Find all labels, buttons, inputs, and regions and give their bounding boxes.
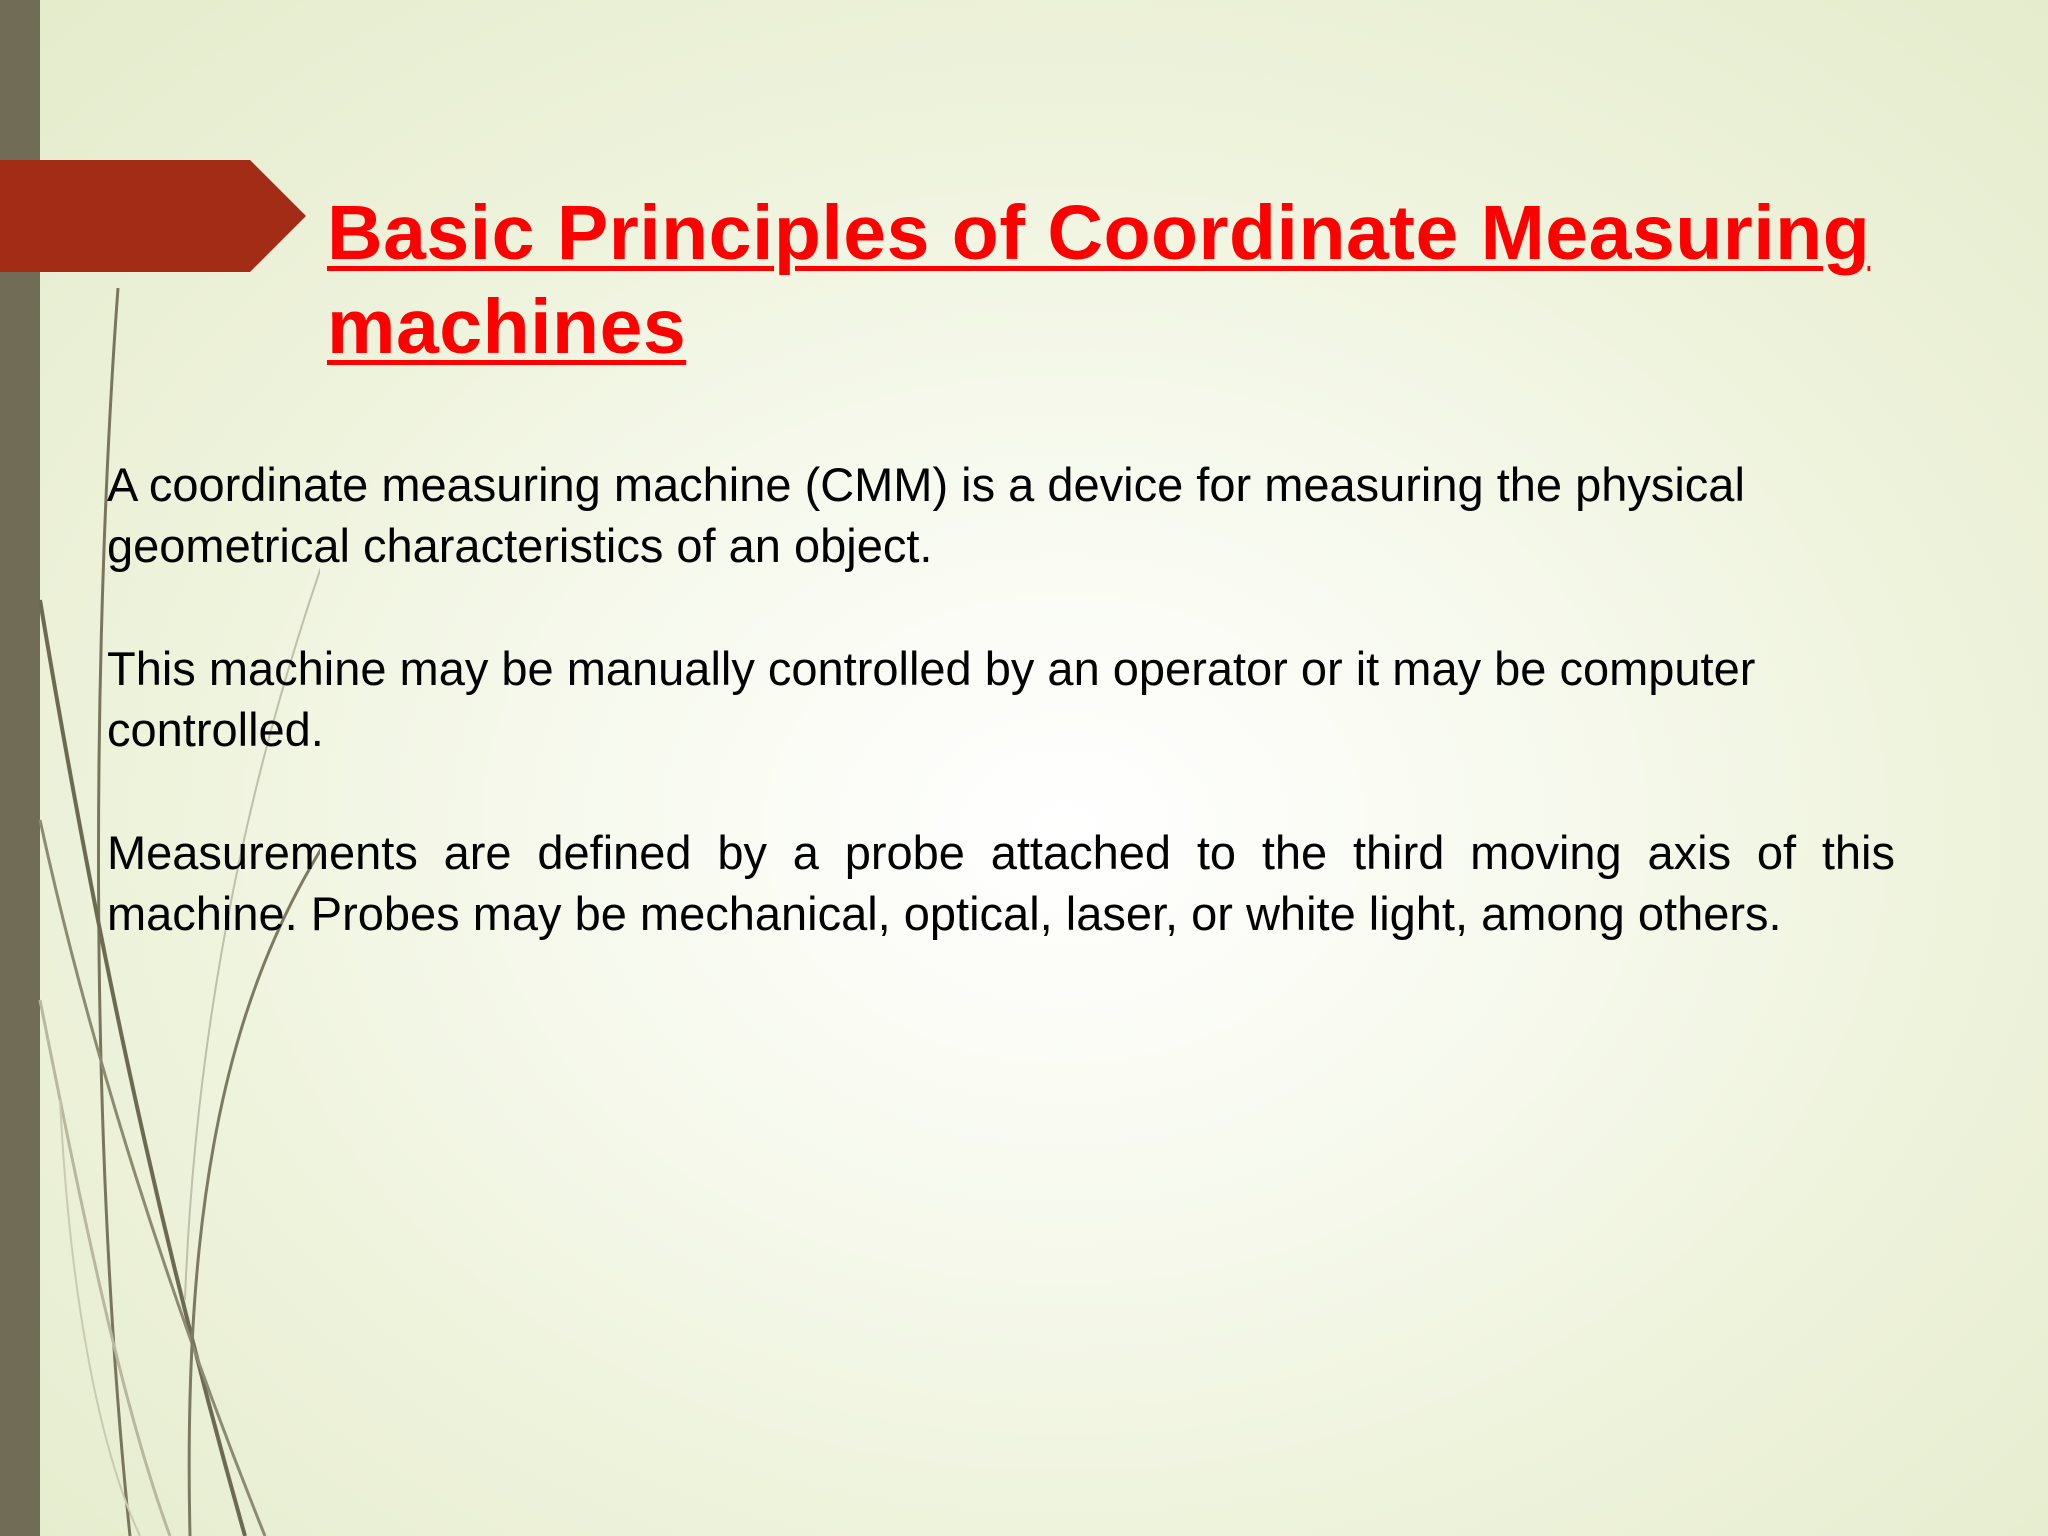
slide-body — [107, 454, 1895, 1006]
title-accent-arrow — [0, 160, 306, 272]
paragraph-definition: A coordinate measuring machine (CMM) is a device for measuring the physical geometrical characteristics of an object. — [107, 458, 1745, 572]
slide-title: Basic Principles of Coordinate Measuring machines — [327, 190, 1871, 370]
paragraph-control: This machine may be manually controlled by an operator or it may be computer controlled. — [107, 642, 1756, 756]
paragraph-probes: Measurements are defined by a probe attached to the third moving axis of this machine. Probes may be mechanical, optical, laser, or white light, among others. — [107, 826, 1895, 940]
